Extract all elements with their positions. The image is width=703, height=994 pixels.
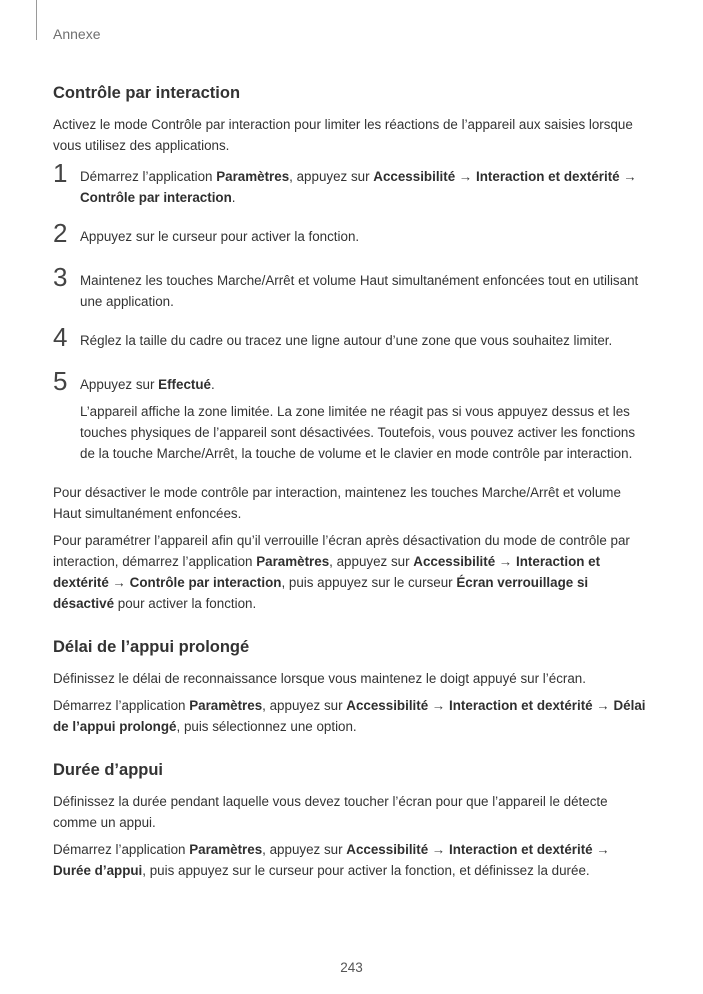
- deactivate-paragraph: Pour désactiver le mode contrôle par interaction, maintenez les touches Marche/Arrêt et volume Haut simultanément enfoncées.: [53, 485, 621, 521]
- step-detail: L’appareil affiche la zone limitée. La zone limitée ne réagit pas si vous appuyez dessus et les touches physiques de l’appareil sont désactivées. Toutefois, vous pouvez activer les fonctions de la touche Marche/Arrêt, la touche de volume et le clavier en mode contrôle par interaction.: [80, 404, 636, 461]
- step-5: [53, 366, 651, 464]
- step-number: 3: [53, 262, 68, 292]
- interaction-control-intro: Activez le mode Contrôle par interaction pour limiter les réactions de l’appareil aux saisies lorsque vous utilisez des applications.: [53, 117, 633, 153]
- step-text: Maintenez les touches Marche/Arrêt et volume Haut simultanément enfoncées tout en utilisant une application.: [80, 273, 639, 309]
- step-3: [53, 262, 651, 312]
- page-content: [53, 82, 651, 881]
- step-number: 4: [53, 322, 68, 352]
- long-press-delay-instructions: Démarrez l’application Paramètres, appuyez sur Accessibilité → Interaction et dextérité → Délai de l’appui prolongé, puis sélectionnez une option.: [53, 698, 646, 734]
- interaction-control-heading: Contrôle par interaction: [53, 84, 241, 102]
- long-press-delay-intro: Définissez le délai de reconnaissance lorsque vous maintenez le doigt appuyé sur l’écran.: [53, 671, 586, 686]
- page-number: 243: [340, 960, 363, 975]
- step-1: [53, 158, 651, 208]
- tap-duration-instructions: Démarrez l’application Paramètres, appuyez sur Accessibilité → Interaction et dextérité → Durée d’appui, puis appuyez sur le curseur pour activer la fonction, et définissez la durée.: [53, 842, 610, 878]
- step-number: 1: [53, 158, 68, 188]
- step-number: 5: [53, 366, 68, 396]
- step-text: Appuyez sur le curseur pour activer la fonction.: [80, 229, 360, 244]
- header-rule: [36, 0, 37, 40]
- step-text: Démarrez l’application Paramètres, appuyez sur Accessibilité → Interaction et dextérité → Contrôle par interaction.: [80, 169, 637, 205]
- section-label: Annexe: [53, 26, 101, 42]
- interaction-control-section: [53, 82, 651, 614]
- tap-duration-intro: Définissez la durée pendant laquelle vous devez toucher l’écran pour que l’appareil le détecte comme un appui.: [53, 794, 608, 830]
- long-press-delay-heading: Délai de l’appui prolongé: [53, 638, 250, 656]
- tap-duration-heading: Durée d’appui: [53, 761, 164, 779]
- step-4: [53, 322, 651, 356]
- step-number: 2: [53, 218, 68, 248]
- step-text: Appuyez sur Effectué.: [80, 377, 215, 392]
- step-text: Réglez la taille du cadre ou tracez une ligne autour d’une zone que vous souhaitez limiter.: [80, 333, 613, 348]
- long-press-delay-section: [53, 636, 651, 737]
- step-2: [53, 218, 651, 252]
- tap-duration-section: [53, 759, 651, 881]
- lock-screen-paragraph: Pour paramétrer l’appareil afin qu’il verrouille l’écran après désactivation du mode de contrôle par interaction, démarrez l’application Paramètres, appuyez sur Accessibilité → Interaction et dextérité → Contrôle par interaction, puis appuyez sur le curseur Écran verrouillage si désactivé pour activer la fonction.: [53, 533, 630, 611]
